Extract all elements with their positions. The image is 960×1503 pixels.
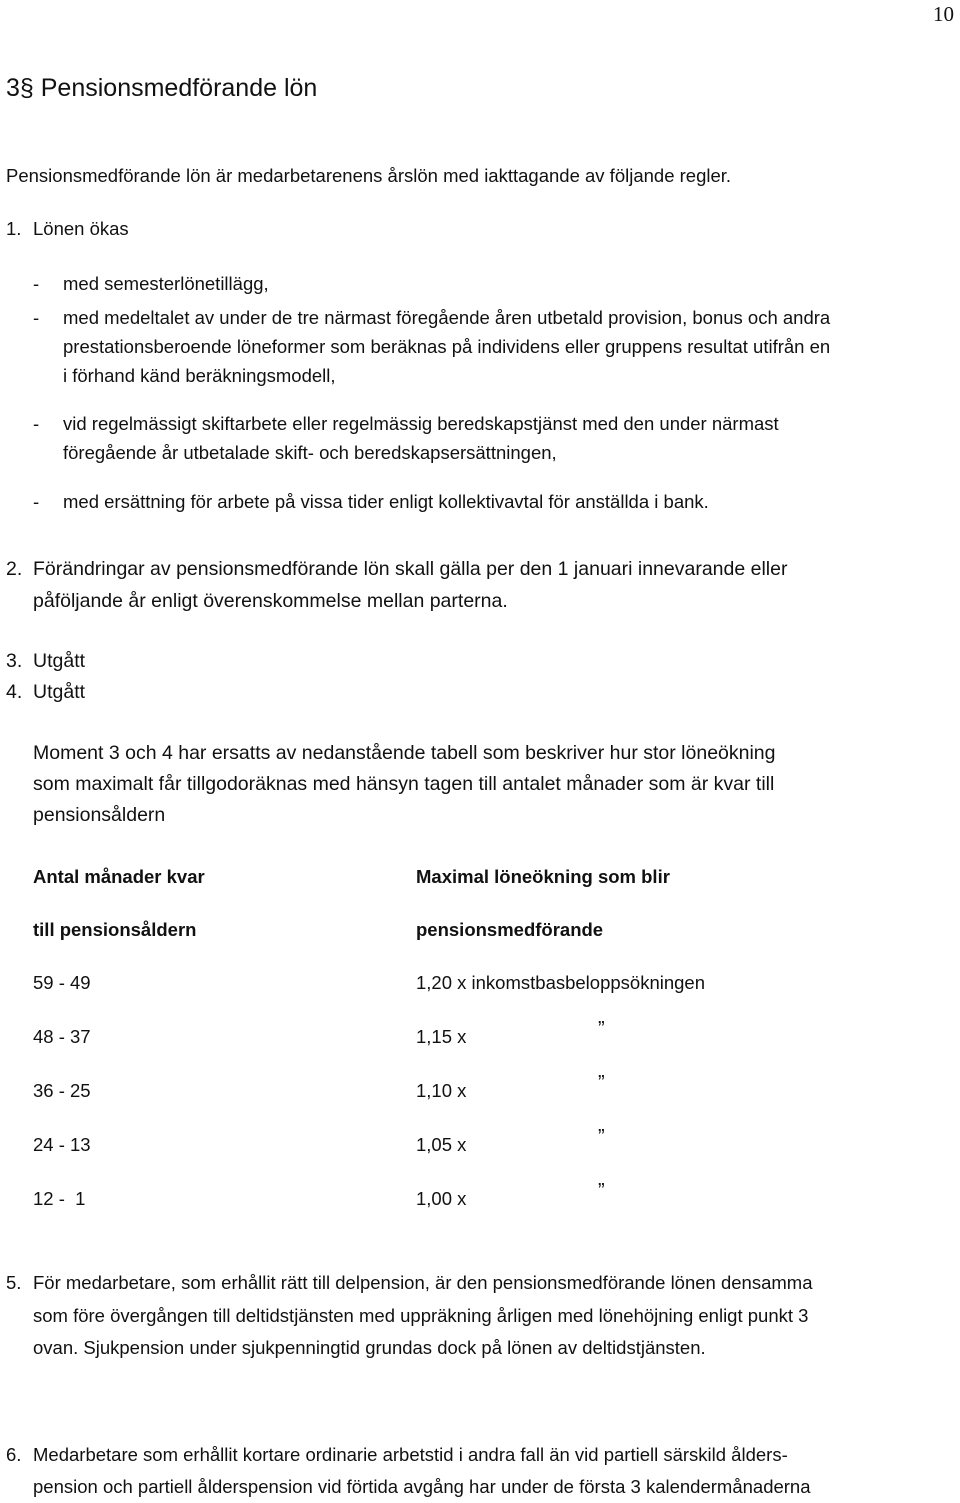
section-heading: 3§ Pensionsmedförande lön [6, 74, 318, 102]
intro-paragraph: Pensionsmedförande lön är medarbetarenens årslön med iakttagande av följande regler. [6, 165, 732, 186]
moment-line: som maximalt får tillgodoräknas med hänsyn tagen till antalet månader som är kvar till [33, 773, 775, 795]
section-1-number: 1. [6, 218, 22, 239]
section-4-number: 4. [6, 681, 23, 703]
list-item-line: i förhand känd beräkningsmodell, [63, 365, 336, 386]
section-3-number: 3. [6, 650, 23, 672]
section-3-text: Utgått [33, 650, 86, 672]
section-6-line: Medarbetare som erhållit kortare ordinarie arbetstid i andra fall än vid partiell särskild ålders- [33, 1444, 788, 1465]
list-item-dash: - [33, 413, 40, 434]
section-1-title: Lönen ökas [33, 218, 129, 239]
table-cell-factor: 1,05 x [416, 1134, 467, 1155]
list-item-line: prestationsberoende löneformer som beräknas på individens eller gruppens resultat utifrån en [63, 336, 831, 357]
section-5-number: 5. [6, 1272, 22, 1293]
list-item-dash: - [33, 273, 40, 294]
section-2-line: påföljande år enligt överenskommelse mellan parterna. [33, 590, 508, 612]
list-item-dash: - [33, 491, 40, 512]
table-header-col1: till pensionsåldern [33, 919, 197, 940]
moment-line: Moment 3 och 4 har ersatts av nedanstående tabell som beskriver hur stor löneökning [33, 742, 776, 764]
list-item-dash: - [33, 307, 40, 328]
table-header-col2: pensionsmedförande [416, 919, 604, 940]
table-cell-months: 48 - 37 [33, 1026, 91, 1047]
list-item-line: föregående år utbetalade skift- och beredskapsersättningen, [63, 442, 557, 463]
table-cell-ditto: ” [598, 1180, 605, 1202]
section-5-line: För medarbetare, som erhållit rätt till delpension, är den pensionsmedförande lönen densamma [33, 1272, 813, 1293]
table-cell-ditto: ” [598, 1072, 605, 1094]
table-cell-months: 24 - 13 [33, 1134, 91, 1155]
table-cell-months: 59 - 49 [33, 972, 91, 993]
list-item-line: med semesterlönetillägg, [63, 273, 269, 294]
table-cell-months: 36 - 25 [33, 1080, 91, 1101]
moment-line: pensionsåldern [33, 804, 166, 826]
section-4-text: Utgått [33, 681, 86, 703]
list-item-line: vid regelmässigt skiftarbete eller regelmässig beredskapstjänst med den under närmast [63, 413, 779, 434]
section-2-line: Förändringar av pensionsmedförande lön skall gälla per den 1 januari innevarande eller [33, 558, 788, 580]
table-cell-factor: 1,00 x [416, 1188, 467, 1209]
section-2-number: 2. [6, 558, 23, 580]
table-cell-factor: 1,10 x [416, 1080, 467, 1101]
section-5-line: som före övergången till deltidstjänsten med uppräkning årligen med lönehöjning enligt punkt 3 [33, 1305, 809, 1326]
table-cell-factor: 1,20 x inkomstbasbeloppsökningen [416, 972, 705, 993]
section-6-line: pension och partiell ålderspension vid förtida avgång har under de första 3 kalendermånaderna [33, 1476, 811, 1497]
table-cell-months: 12 - 1 [33, 1188, 86, 1209]
table-header-col2: Maximal löneökning som blir [416, 866, 670, 887]
table-cell-ditto: ” [598, 1126, 605, 1148]
section-5-line: ovan. Sjukpension under sjukpenningtid grundas dock på lönen av deltidstjänsten. [33, 1337, 706, 1358]
table-cell-ditto: ” [598, 1018, 605, 1040]
page-number: 10 [933, 2, 954, 26]
section-6-number: 6. [6, 1444, 22, 1465]
table-header-col1: Antal månader kvar [33, 866, 205, 887]
list-item-line: med medeltalet av under de tre närmast föregående åren utbetald provision, bonus och andra [63, 307, 831, 328]
table-cell-factor: 1,15 x [416, 1026, 467, 1047]
list-item-line: med ersättning för arbete på vissa tider enligt kollektivavtal för anställda i bank. [63, 491, 709, 512]
